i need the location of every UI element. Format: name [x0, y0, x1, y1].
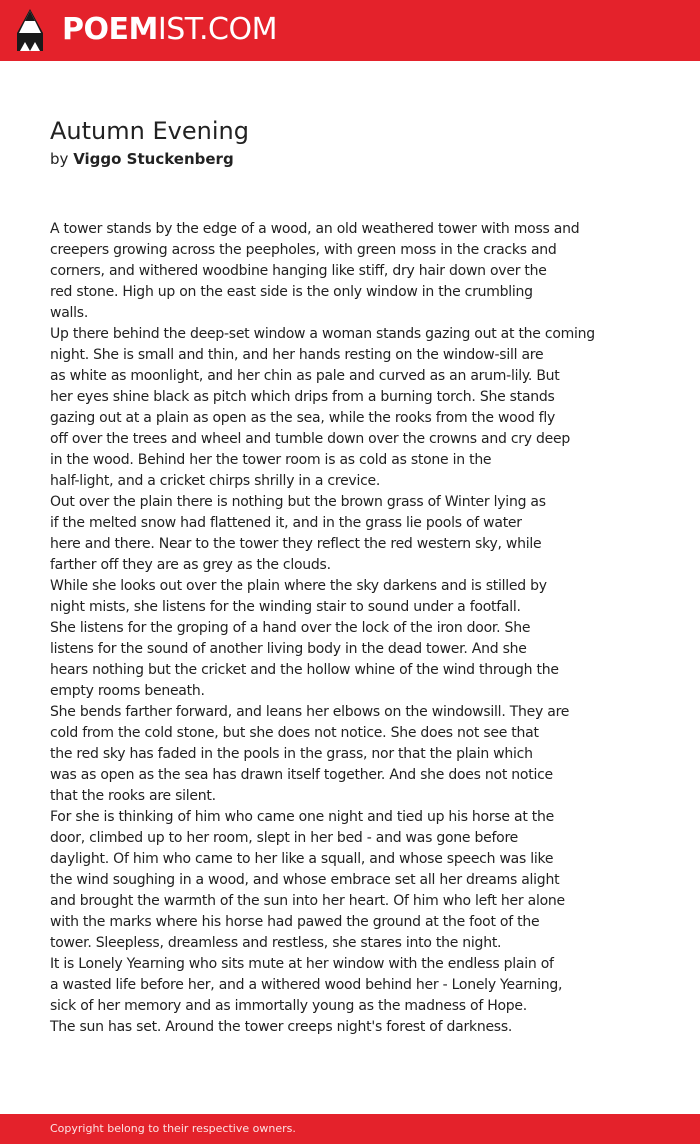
poem-line: hears nothing but the cricket and the hollow whine of the wind through the	[50, 662, 559, 678]
poem-line: For she is thinking of him who came one night and tied up his horse at the	[50, 809, 554, 825]
site-footer	[0, 1114, 700, 1144]
byline	[50, 148, 234, 170]
poem-line: was as open as the sea has drawn itself together. And she does not notice	[50, 767, 553, 783]
poem-line: farther off they are as grey as the clouds.	[50, 557, 331, 573]
poem-line: door, climbed up to her room, slept in her bed - and was gone before	[50, 830, 519, 846]
site-logo[interactable]	[62, 12, 277, 48]
poem-line: night. She is small and thin, and her hands resting on the window-sill are	[50, 347, 544, 363]
poem-line: off over the trees and wheel and tumble down over the crowns and cry deep	[50, 431, 571, 447]
poem-line: walls.	[50, 305, 89, 321]
poem-line: that the rooks are silent.	[50, 788, 216, 804]
poem-line: gazing out at a plain as open as the sea, while the rooks from the wood fly	[50, 410, 556, 426]
copyright-text: Copyright belong to their respective owners.	[50, 1122, 296, 1135]
poem-line: empty rooms beneath.	[50, 683, 205, 699]
poem-line: as white as moonlight, and her chin as pale and curved as an arum-lily. But	[50, 368, 560, 384]
poem-line: a wasted life before her, and a withered wood behind her - Lonely Yearning,	[50, 977, 563, 993]
poem-line: half-light, and a cricket chirps shrilly in a crevice.	[50, 473, 381, 489]
poem-line: daylight. Of him who came to her like a squall, and whose speech was like	[50, 851, 554, 867]
poem-line: A tower stands by the edge of a wood, an old weathered tower with moss and	[50, 221, 580, 237]
site-header	[0, 0, 700, 61]
poem-line: the wind soughing in a wood, and whose embrace set all her dreams alight	[50, 872, 560, 888]
poem-line: in the wood. Behind her the tower room is as cold as stone in the	[50, 452, 492, 468]
poem-line: and brought the warmth of the sun into her heart. Of him who left her alone	[50, 893, 565, 909]
poem-line: red stone. High up on the east side is the only window in the crumbling	[50, 284, 533, 300]
poem-line: listens for the sound of another living body in the dead tower. And she	[50, 641, 527, 657]
poem-line: corners, and withered woodbine hanging like stiff, dry hair down over the	[50, 263, 547, 279]
poem-title: Autumn Evening	[50, 117, 249, 145]
poem-line: While she looks out over the plain where the sky darkens and is stilled by	[50, 578, 547, 594]
poem-line: tower. Sleepless, dreamless and restless, she stares into the night.	[50, 935, 502, 951]
poem-line: She bends farther forward, and leans her elbows on the windowsill. They are	[50, 704, 570, 720]
poem-line: sick of her memory and as immortally young as the madness of Hope.	[50, 998, 527, 1014]
poem-line: Out over the plain there is nothing but the brown grass of Winter lying as	[50, 494, 546, 510]
poem-line: The sun has set. Around the tower creeps night's forest of darkness.	[50, 1019, 513, 1035]
poem-line: night mists, she listens for the winding stair to sound under a footfall.	[50, 599, 521, 615]
logo-bold-text: POEM	[62, 12, 158, 47]
by-label: by	[50, 150, 69, 168]
poem-line: if the melted snow had flattened it, and in the grass lie pools of water	[50, 515, 522, 531]
author-name: Viggo Stuckenberg	[73, 150, 234, 168]
pencil-icon[interactable]	[17, 9, 43, 51]
poem-line: here and there. Near to the tower they reflect the red western sky, while	[50, 536, 542, 552]
logo-light-text: IST.COM	[157, 12, 277, 47]
poem-body	[50, 219, 690, 1038]
poem-line: creepers growing across the peepholes, with green moss in the cracks and	[50, 242, 557, 258]
poem-line: Up there behind the deep-set window a woman stands gazing out at the coming	[50, 326, 595, 342]
poem-line: It is Lonely Yearning who sits mute at her window with the endless plain of	[50, 956, 554, 972]
poem-line: She listens for the groping of a hand over the lock of the iron door. She	[50, 620, 531, 636]
poem-line: with the marks where his horse had pawed the ground at the foot of the	[50, 914, 540, 930]
poem-line: cold from the cold stone, but she does not notice. She does not see that	[50, 725, 539, 741]
poem-line: her eyes shine black as pitch which drips from a burning torch. She stands	[50, 389, 555, 405]
poem-line: the red sky has faded in the pools in the grass, nor that the plain which	[50, 746, 533, 762]
